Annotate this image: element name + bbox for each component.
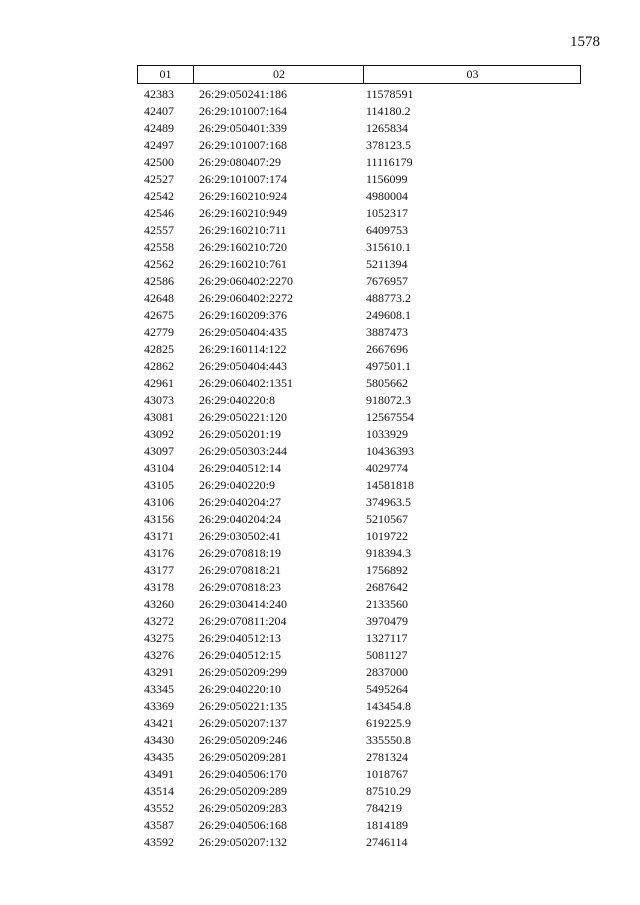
table-row	[0, 307, 640, 324]
cell-cadastral-number: 26:29:160114:122	[199, 342, 287, 356]
table-row	[0, 664, 640, 681]
cell-value: 918394.3	[366, 546, 411, 560]
table-row	[0, 290, 640, 307]
cell-value: 2837000	[366, 665, 408, 679]
cell-value: 1265834	[366, 121, 408, 135]
cell-cadastral-number: 26:29:070818:21	[199, 563, 282, 577]
cell-value: 5210567	[366, 512, 408, 526]
cell-value: 378123.5	[366, 138, 411, 152]
cell-value: 784219	[366, 801, 402, 815]
cell-id: 43177	[144, 563, 174, 577]
cell-value: 11578591	[366, 87, 414, 101]
table-row	[0, 392, 640, 409]
table-row	[0, 426, 640, 443]
table-row	[0, 732, 640, 749]
table-row	[0, 562, 640, 579]
cell-id: 42546	[144, 206, 174, 220]
cell-id: 43156	[144, 512, 174, 526]
cell-cadastral-number: 26:29:101007:164	[199, 104, 288, 118]
cell-id: 43106	[144, 495, 174, 509]
cell-id: 42383	[144, 87, 174, 101]
table-row	[0, 834, 640, 851]
cell-cadastral-number: 26:29:040220:8	[199, 393, 276, 407]
cell-cadastral-number: 26:29:050221:135	[199, 699, 288, 713]
cell-value: 1327117	[366, 631, 408, 645]
table-row	[0, 800, 640, 817]
cell-id: 43097	[144, 444, 174, 458]
cell-id: 43421	[144, 716, 174, 730]
cell-value: 7676957	[366, 274, 408, 288]
table-row	[0, 647, 640, 664]
cell-cadastral-number: 26:29:050207:132	[199, 835, 288, 849]
cell-id: 43272	[144, 614, 174, 628]
cell-cadastral-number: 26:29:040220:10	[199, 682, 282, 696]
cell-value: 87510.29	[366, 784, 411, 798]
cell-cadastral-number: 26:29:101007:168	[199, 138, 288, 152]
cell-cadastral-number: 26:29:050209:289	[199, 784, 288, 798]
table-row	[0, 443, 640, 460]
table-row	[0, 630, 640, 647]
cell-value: 488773.2	[366, 291, 411, 305]
cell-id: 43592	[144, 835, 174, 849]
cell-id: 43104	[144, 461, 174, 475]
column-header-01: 01	[159, 67, 172, 81]
cell-value: 4029774	[366, 461, 408, 475]
cell-value: 1156099	[366, 172, 408, 186]
cell-value: 5805662	[366, 376, 408, 390]
cell-id: 43587	[144, 818, 174, 832]
cell-cadastral-number: 26:29:050303:244	[199, 444, 288, 458]
cell-id: 43435	[144, 750, 174, 764]
cell-id: 42648	[144, 291, 174, 305]
cell-cadastral-number: 26:29:040204:24	[199, 512, 282, 526]
cell-value: 249608.1	[366, 308, 411, 322]
cell-value: 497501.1	[366, 359, 411, 373]
cell-cadastral-number: 26:29:040512:14	[199, 461, 282, 475]
table-row	[0, 766, 640, 783]
cell-value: 335550.8	[366, 733, 411, 747]
cell-cadastral-number: 26:29:050207:137	[199, 716, 288, 730]
cell-value: 918072.3	[366, 393, 411, 407]
cell-cadastral-number: 26:29:160209:376	[199, 308, 288, 322]
cell-cadastral-number: 26:29:040512:15	[199, 648, 282, 662]
cell-value: 11116179	[366, 155, 413, 169]
cell-id: 43291	[144, 665, 174, 679]
cell-id: 43369	[144, 699, 174, 713]
cell-id: 43430	[144, 733, 174, 747]
cell-cadastral-number: 26:29:160210:711	[199, 223, 287, 237]
table-row	[0, 715, 640, 732]
cell-cadastral-number: 26:29:080407:29	[199, 155, 282, 169]
cell-value: 315610.1	[366, 240, 411, 254]
cell-cadastral-number: 26:29:060402:2270	[199, 274, 294, 288]
cell-id: 43178	[144, 580, 174, 594]
table-row	[0, 188, 640, 205]
table-row	[0, 528, 640, 545]
cell-cadastral-number: 26:29:050209:281	[199, 750, 288, 764]
cell-cadastral-number: 26:29:040506:168	[199, 818, 288, 832]
table-row	[0, 545, 640, 562]
table-row	[0, 273, 640, 290]
cell-value: 114180.2	[366, 104, 411, 118]
table-row	[0, 120, 640, 137]
cell-cadastral-number: 26:29:050201:19	[199, 427, 282, 441]
cell-cadastral-number: 26:29:040512:13	[199, 631, 282, 645]
cell-id: 42779	[144, 325, 174, 339]
cell-cadastral-number: 26:29:060402:1351	[199, 376, 294, 390]
cell-value: 1033929	[366, 427, 408, 441]
table-row	[0, 477, 640, 494]
cell-id: 42862	[144, 359, 174, 373]
cell-id: 43176	[144, 546, 174, 560]
cell-value: 2781324	[366, 750, 408, 764]
table-row	[0, 783, 640, 800]
cell-id: 43092	[144, 427, 174, 441]
cell-value: 1052317	[366, 206, 408, 220]
cell-value: 1018767	[366, 767, 408, 781]
cell-id: 42675	[144, 308, 174, 322]
table-row	[0, 596, 640, 613]
cell-id: 42558	[144, 240, 174, 254]
cell-id: 43552	[144, 801, 174, 815]
cell-id: 42527	[144, 172, 174, 186]
cell-cadastral-number: 26:29:160210:924	[199, 189, 288, 203]
cell-cadastral-number: 26:29:160210:761	[199, 257, 288, 271]
cell-value: 1019722	[366, 529, 408, 543]
cell-cadastral-number: 26:29:030414:240	[199, 597, 288, 611]
cell-id: 42562	[144, 257, 174, 271]
table-row	[0, 171, 640, 188]
cell-id: 42542	[144, 189, 174, 203]
cell-cadastral-number: 26:29:060402:2272	[199, 291, 294, 305]
table-row	[0, 511, 640, 528]
cell-value: 5495264	[366, 682, 408, 696]
cell-value: 10436393	[366, 444, 414, 458]
cell-id: 42557	[144, 223, 174, 237]
table-row	[0, 494, 640, 511]
cell-id: 42407	[144, 104, 174, 118]
cell-id: 42497	[144, 138, 174, 152]
cell-id: 43514	[144, 784, 174, 798]
table-row	[0, 137, 640, 154]
cell-cadastral-number: 26:29:040220:9	[199, 478, 276, 492]
cell-cadastral-number: 26:29:050221:120	[199, 410, 288, 424]
table-row	[0, 613, 640, 630]
cell-cadastral-number: 26:29:160210:949	[199, 206, 288, 220]
table-header	[137, 65, 581, 84]
table-row	[0, 375, 640, 392]
cell-id: 42500	[144, 155, 174, 169]
cell-cadastral-number: 26:29:050404:443	[199, 359, 288, 373]
cell-cadastral-number: 26:29:050209:299	[199, 665, 288, 679]
cell-value: 1814189	[366, 818, 408, 832]
cell-cadastral-number: 26:29:050209:283	[199, 801, 288, 815]
table-row	[0, 222, 640, 239]
cell-id: 43105	[144, 478, 174, 492]
cell-value: 14581818	[366, 478, 414, 492]
cell-value: 2687642	[366, 580, 408, 594]
table-row	[0, 460, 640, 477]
cell-value: 4980004	[366, 189, 408, 203]
cell-cadastral-number: 26:29:040204:27	[199, 495, 282, 509]
table-row	[0, 698, 640, 715]
table-row	[0, 681, 640, 698]
table-row	[0, 103, 640, 120]
cell-cadastral-number: 26:29:030502:41	[199, 529, 282, 543]
table-row	[0, 341, 640, 358]
cell-value: 619225.9	[366, 716, 411, 730]
table-row	[0, 205, 640, 222]
cell-value: 2746114	[366, 835, 408, 849]
cell-id: 42825	[144, 342, 174, 356]
table-row	[0, 154, 640, 171]
cell-cadastral-number: 26:29:160210:720	[199, 240, 288, 254]
cell-id: 43491	[144, 767, 174, 781]
cell-cadastral-number: 26:29:070818:23	[199, 580, 282, 594]
column-header-03: 03	[363, 66, 581, 83]
table-row	[0, 358, 640, 375]
table-row	[0, 817, 640, 834]
cell-id: 42489	[144, 121, 174, 135]
cell-cadastral-number: 26:29:050404:435	[199, 325, 288, 339]
cell-cadastral-number: 26:29:050401:339	[199, 121, 288, 135]
cell-id: 43081	[144, 410, 174, 424]
cell-value: 2133560	[366, 597, 408, 611]
table-row	[0, 86, 640, 103]
cell-value: 5211394	[366, 257, 408, 271]
cell-id: 42586	[144, 274, 174, 288]
page-number: 1578	[570, 34, 600, 50]
column-header-02: 02	[193, 66, 364, 83]
cell-value: 12567554	[366, 410, 414, 424]
table-row	[0, 749, 640, 766]
cell-id: 43171	[144, 529, 174, 543]
cell-value: 6409753	[366, 223, 408, 237]
cell-id: 43276	[144, 648, 174, 662]
cell-cadastral-number: 26:29:101007:174	[199, 172, 288, 186]
table-row	[0, 409, 640, 426]
cell-cadastral-number: 26:29:070818:19	[199, 546, 282, 560]
cell-cadastral-number: 26:29:050209:246	[199, 733, 288, 747]
cell-cadastral-number: 26:29:050241:186	[199, 87, 288, 101]
table-row	[0, 256, 640, 273]
cell-value: 5081127	[366, 648, 408, 662]
table-row	[0, 324, 640, 341]
cell-value: 3887473	[366, 325, 408, 339]
cell-cadastral-number: 26:29:040506:170	[199, 767, 288, 781]
cell-value: 143454.8	[366, 699, 411, 713]
table-row	[0, 239, 640, 256]
table-row	[0, 579, 640, 596]
table-body	[0, 86, 640, 851]
cell-value: 374963.5	[366, 495, 411, 509]
cell-value: 2667696	[366, 342, 408, 356]
cell-id: 43073	[144, 393, 174, 407]
cell-id: 43260	[144, 597, 174, 611]
cell-id: 42961	[144, 376, 174, 390]
cell-value: 3970479	[366, 614, 408, 628]
cell-cadastral-number: 26:29:070811:204	[199, 614, 287, 628]
cell-id: 43275	[144, 631, 174, 645]
cell-value: 1756892	[366, 563, 408, 577]
cell-id: 43345	[144, 682, 174, 696]
